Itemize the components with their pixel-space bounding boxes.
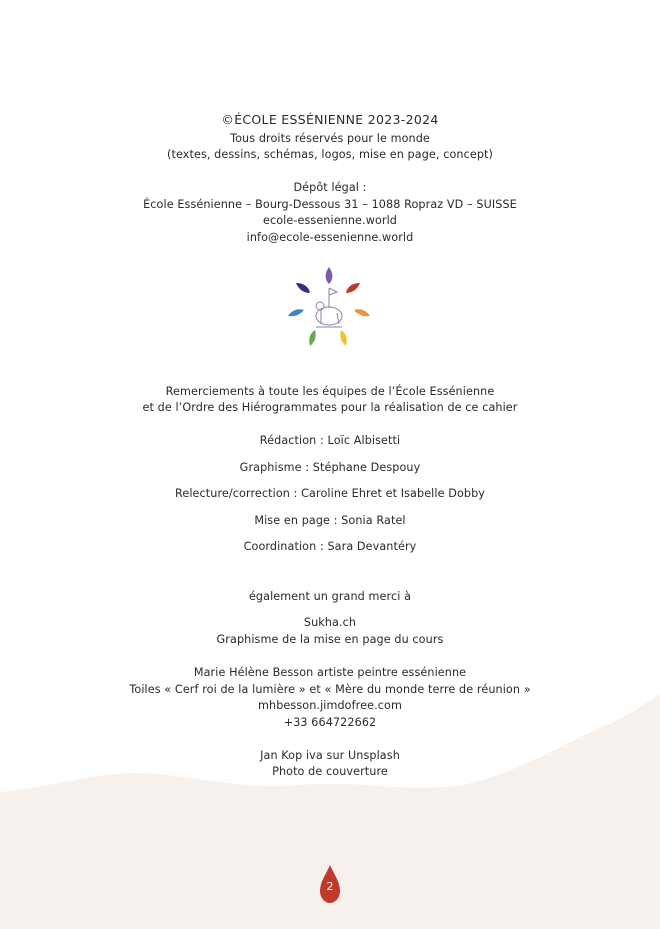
essene-flame-lamb-logo-icon — [284, 264, 374, 350]
rights-scope: (textes, dessins, schémas, logos, mise en page, concept) — [167, 148, 493, 161]
besson-works: Toiles « Cerf roi de la lumière » et « Mère du monde terre de réunion » — [129, 683, 531, 696]
photo-credit: Jan Kop iva sur Unsplash — [260, 749, 400, 762]
thanks-line-1: Remerciements à toute les équipes de l’École Essénienne — [165, 385, 495, 398]
thanks-line-2: et de l’Ordre des Hiérogrammates pour la réalisation de ce cahier — [142, 401, 518, 414]
website-link[interactable]: ecole-essenienne.world — [262, 214, 398, 227]
sukha-role: Graphisme de la mise en page du cours — [216, 633, 444, 646]
besson-phone: +33 664722662 — [283, 716, 377, 729]
credit-graphisme: Graphisme : Stéphane Despouy — [239, 461, 421, 474]
page-number: 2 — [326, 880, 334, 893]
copyright-title: ©ÉCOLE ESSÉNIENNE 2023-2024 — [221, 112, 439, 127]
credit-coordination: Coordination : Sara Devantéry — [243, 540, 417, 553]
credit-mise-en-page: Mise en page : Sonia Ratel — [254, 514, 406, 527]
photo-role: Photo de couverture — [272, 765, 388, 778]
besson-website-link[interactable]: mhbesson.jimdofree.com — [258, 699, 402, 712]
rights-line: Tous droits réservés pour le monde — [230, 132, 430, 145]
credit-relecture: Relecture/correction : Caroline Ehret et Isabelle Dobby — [174, 487, 486, 500]
extra-thanks-heading: également un grand merci à — [248, 590, 412, 603]
legal-address: École Essénienne – Bourg-Dessous 31 – 1088 Ropraz VD – SUISSE — [143, 198, 517, 211]
besson-name: Marie Hélène Besson artiste peintre essénienne — [193, 666, 467, 679]
sukha-link[interactable]: Sukha.ch — [303, 616, 357, 629]
legal-heading: Dépôt légal : — [293, 181, 367, 194]
credit-redaction: Rédaction : Loïc Albisetti — [259, 434, 401, 447]
email-link[interactable]: info@ecole-essenienne.world — [246, 231, 414, 244]
